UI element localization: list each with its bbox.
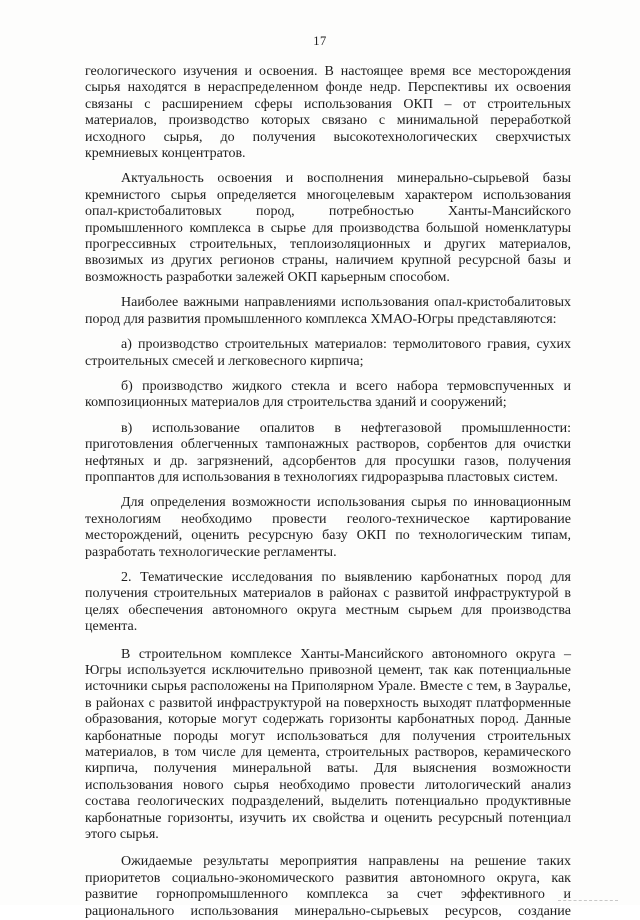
text-line: образования, которые могут содержать горизонты карбонатных пород. Данные [85, 712, 571, 728]
text-line-last: композиционных материалов для строительства зданий и сооружений; [85, 395, 507, 411]
text-line: кирпича, получения минеральной ваты. Для выяснения возможности [85, 761, 571, 777]
text-line: состава геологических подразделений, выделить потенциально продуктивные [85, 794, 571, 810]
text-line: в) использование опалитов в нефтегазовой промышленности: [121, 420, 571, 436]
scan-edge-mark [558, 900, 618, 903]
paragraph-3 [85, 295, 571, 328]
text-line: технологиям необходимо провести геолого-техническое картирование [85, 511, 571, 527]
text-line: Актуальность освоения и восполнения минерально-сырьевой базы [121, 171, 571, 187]
text-line: Для определения возможности использования сырья по инновационным [121, 495, 571, 511]
text-line: рационального использования минерально-сырьевых ресурсов, создание [85, 903, 571, 919]
text-line: развитие горнопромышленного комплекса за счет эффективного и [85, 887, 571, 903]
text-line: использования нового сырья необходимо провести литологический анализ [85, 777, 571, 793]
text-line-last: разработать технологические регламенты. [85, 544, 337, 560]
text-line: Югры используется исключительно привозной цемент, так как потенциальные [85, 663, 571, 678]
text-line: получения строительных материалов в районах с развитой инфраструктурой в [85, 586, 571, 602]
text-line: нефтяных и др. загрязнений, адсорбентов для просушки газов, получения [85, 453, 571, 469]
paragraph-10 [85, 854, 571, 920]
text-line: месторождений, оценить ресурсную базу ОКП по технологическим типам, [85, 528, 571, 544]
text-line: материалов, производство которых связано с минимальной переработкой [85, 113, 571, 129]
text-line: прогрессивных строительных, теплоизоляционных и других материалов, [85, 237, 571, 253]
text-line: геологического изучения и освоения. В настоящее время все месторождения [85, 64, 571, 79]
paragraph-1 [85, 64, 571, 162]
text-line: материалов, в том числе для цемента, строительных растворов, керамического [85, 745, 571, 761]
text-line: карбонатные горизонты, изучить их свойства и оценить ресурсный потенциал [85, 810, 571, 826]
text-line: В строительном комплексе Ханты-Мансийского автономного округа – [121, 646, 571, 662]
text-line-last: возможность разработки залежей ОКП карьерным способом. [85, 269, 450, 285]
paragraph-4 [85, 337, 571, 370]
paragraph-2 [85, 171, 571, 286]
text-line-last: цемента. [85, 619, 138, 635]
text-line-last: пород для развития промышленного комплекса ХМАО-Югры представляются: [85, 311, 557, 327]
text-line: исходного сырья, до получения высокотехнологических сверхчистых [85, 129, 571, 145]
paragraph-9 [85, 647, 571, 844]
text-line: приоритетов социально-экономического развития автономного округа, как [85, 870, 571, 886]
text-line: а) производство строительных материалов: термолитового гравия, сухих [121, 337, 571, 353]
text-line: Наиболее важными направлениями использования опал-кристобалитовых [121, 295, 571, 311]
text-line: кремнистого сырья определяется многоцелевым характером использования [85, 187, 571, 203]
text-line-last: этого сырья. [85, 827, 159, 843]
text-line: опал-кристобалитовых пород, потребностью Ханты-Мансийского [85, 204, 571, 220]
text-line: б) производство жидкого стекла и всего набора термовспученных и [121, 378, 571, 394]
text-line: 2. Тематические исследования по выявлению карбонатных пород для [121, 569, 571, 585]
page-number: 17 [313, 34, 327, 48]
text-line: карбонатные породы могут использоваться для получения строительных [85, 728, 571, 744]
text-line: целях обеспечения автономного округа местным сырьем для производства [85, 602, 571, 618]
text-line-last: строительных смесей и легковесного кирпича; [85, 353, 364, 369]
document-body [85, 64, 571, 920]
text-line: промышленного комплекса в сырье для производства большой номенклатуры [85, 220, 571, 236]
paragraph-8 [85, 570, 571, 636]
text-line: приготовления облегченных тампонажных растворов, сорбентов для очистки [85, 437, 571, 453]
paragraph-5 [85, 379, 571, 412]
text-line: связаны с расширением сферы использования ОКП – от строительных [85, 96, 571, 112]
text-line: в районах с развитой инфраструктурой на поверхность выходят платформенные [85, 695, 571, 711]
text-line: сырья находятся в нераспределенном фонде недр. Перспективы их освоения [85, 80, 571, 96]
text-line: Ожидаемые результаты мероприятия направлены на решение таких [121, 854, 571, 870]
text-line: ввозимых из других регионов страны, наличием крупной ресурсной базы и [85, 253, 571, 269]
paragraph-7 [85, 495, 571, 561]
paragraph-6 [85, 421, 571, 487]
text-line: источники сырья расположены на Приполярном Урале. Вместе с тем, в Зауралье, [85, 679, 571, 695]
text-line-last: кремниевых концентратов. [85, 146, 246, 162]
text-line-last: проппантов для использования в технологиях гидроразрыва пластовых систем. [85, 469, 559, 485]
